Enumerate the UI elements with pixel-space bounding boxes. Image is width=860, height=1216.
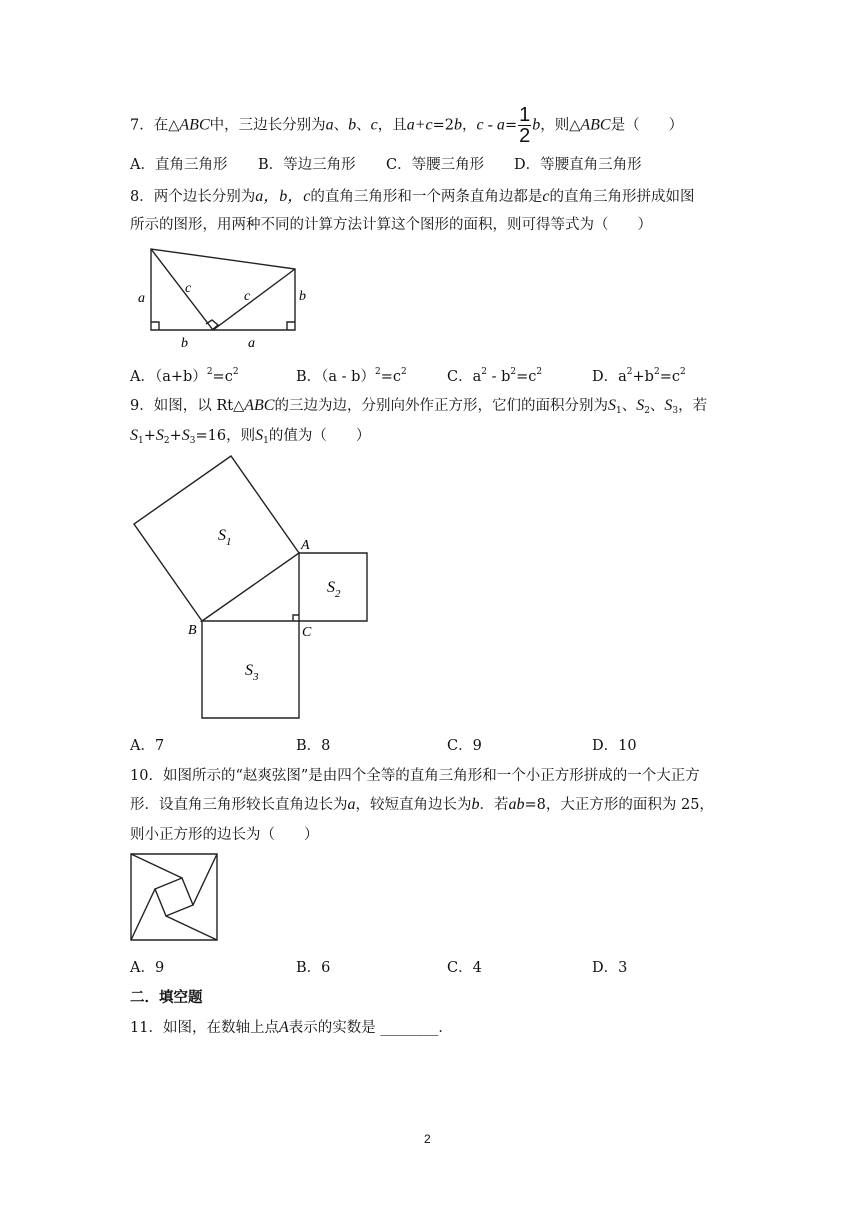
fraction-one-half: $\frac{1}{2}$ [519,104,531,147]
q8-option-b: B．$(a - b)^2=c^2$ [296,367,407,385]
q7-option-d: D．等腰直角三角形 [514,157,642,173]
label-s1: $S_1$ [218,527,232,548]
section-heading-fill-in-blank: 二．填空题 [130,990,203,1006]
q8-stem-line1: 8．两个边长分别为a，b，c的直角三角形和一个两条直角边都是c的直角三角形拼成如图 [130,188,695,205]
q8-stem-line2: 所示的图形，用两种不同的计算方法计算这个图形的面积，则可得等式为（ ） [130,217,652,233]
label-vertex-c: C [302,625,312,640]
q7-option-c: C．等腰三角形 [386,157,485,173]
q10-option-a: A．9 [130,960,165,976]
label-c-left: c [185,281,192,296]
q9-stem-line2: $S_1+S_2+S_3=16$，则$S_1$的值为（ ） [130,427,371,446]
q11-stem: 11．如图，在数轴上点A表示的实数是 ________． [130,1019,453,1036]
label-vertex-b: B [188,623,197,638]
q8-option-a: A．$(a+b)^2=c^2$ [130,367,239,385]
page-number: 2 [424,1132,431,1146]
label-b-bottom: b [181,336,188,351]
q7-stem: 7．在△ABC中，三边长分别为a、b、c，且a+c=2b，c - a= $\frac{1}{2}$ b，则△ABC是（ ） [130,104,684,147]
label-a-bottom: a [248,336,255,351]
q9-option-c: C．9 [447,738,482,754]
label-b-right: b [299,289,306,304]
label-c-right: c [244,289,251,304]
q10-zhao-shuang-figure [130,853,220,943]
q9-stem-line1: 9．如图，以 Rt△ABC的三边为边，分别向外作正方形，它们的面积分别为$S_1$、$S_2$、$S_3$，若 [130,397,708,416]
label-vertex-a: A [301,538,310,553]
q8-option-c: C．$a^2 - b^2=c^2$ [447,367,543,385]
q10-option-b: B．6 [296,960,331,976]
q10-stem-line1: 10．如图所示的“赵爽弦图”是由四个全等的直角三角形和一个小正方形拼成的一个大正方 [130,768,700,784]
q10-option-c: C．4 [447,960,482,976]
label-s2: $S_2$ [327,579,341,600]
label-a-left: a [138,291,145,306]
q7-option-b: B．等边三角形 [258,157,356,173]
q10-stem-line2: 形．设直角三角形较长直角边长为a，较短直角边长为b．若ab=8，大正方形的面积为 25， [130,796,714,813]
q10-stem-line3: 则小正方形的边长为（ ） [130,827,319,843]
q9-option-d: D．10 [592,738,637,754]
q9-option-b: B．8 [296,738,331,754]
q8-trapezoid-figure [130,245,315,355]
q9-option-a: A．7 [130,738,165,754]
q8-option-d: D．$a^2+b^2=c^2$ [592,367,686,385]
label-s3: $S_3$ [245,662,259,683]
q7-option-a: A．直角三角形 [130,157,228,173]
q9-pythagoras-squares-figure [130,450,380,725]
q10-option-d: D．3 [592,960,628,976]
